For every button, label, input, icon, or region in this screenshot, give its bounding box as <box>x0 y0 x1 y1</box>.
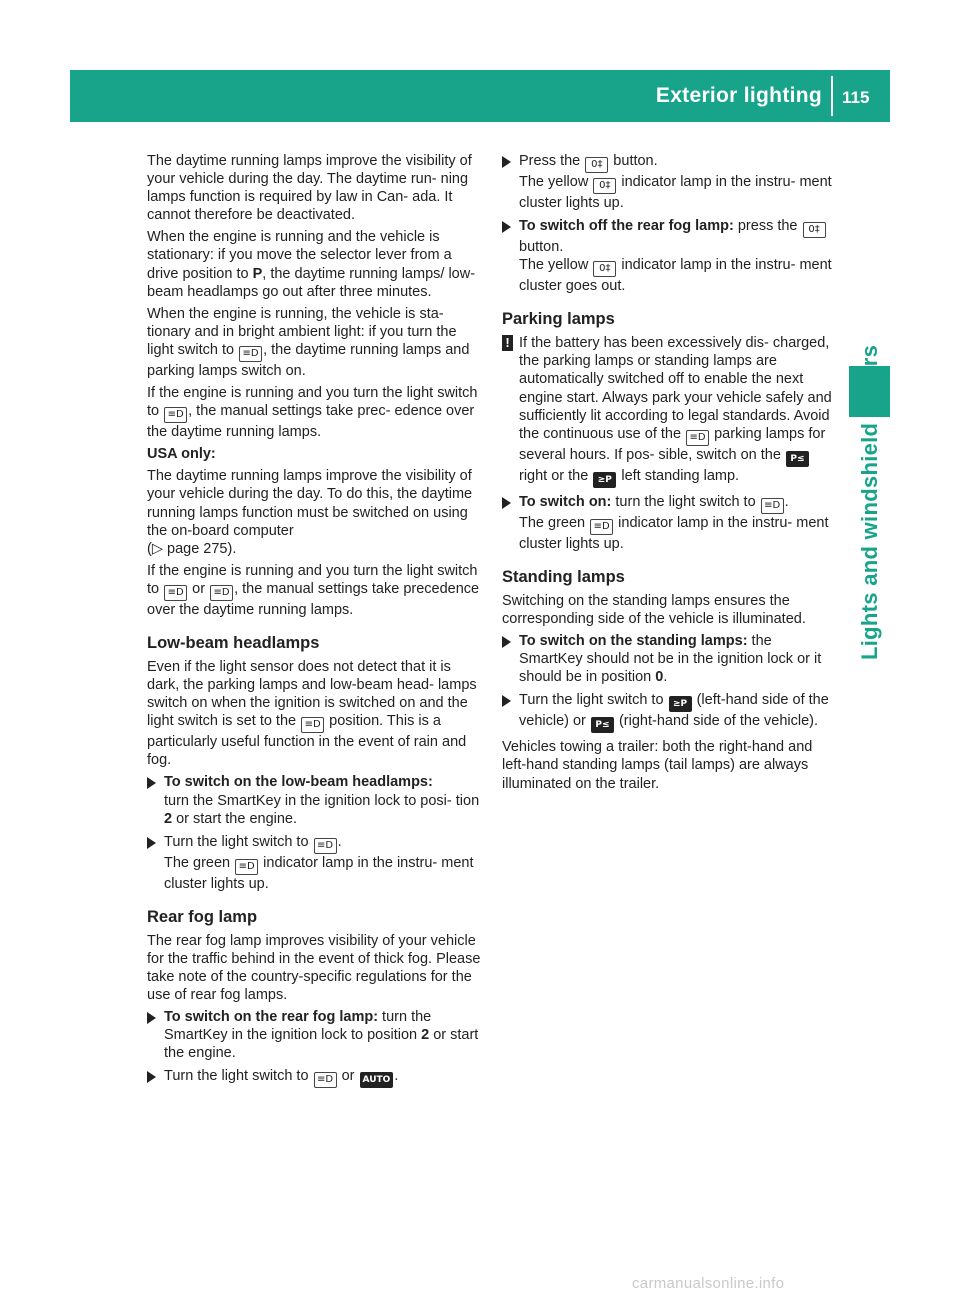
step-arrow-icon <box>147 837 156 849</box>
header-divider <box>831 76 833 116</box>
step-arrow-icon <box>502 636 511 648</box>
auto-icon: AUTO <box>360 1072 394 1088</box>
low-beam-icon: ≡D <box>164 407 187 423</box>
chapter-side-label: Lights and windshield wipers <box>857 344 882 660</box>
heading-standing-lamps: Standing lamps <box>502 567 625 586</box>
usa-only-heading: USA only: <box>147 446 216 463</box>
paragraph: The daytime running lamps improve the visibility of your vehicle during the day. The daytime run- ning lamps function is required by law in Can- ada. It cannot therefore be deactivated. <box>147 153 472 224</box>
daytime-lamp-icon: ≡D <box>686 430 709 446</box>
left-column <box>147 152 483 1093</box>
paragraph: When the engine is running, the vehicle is sta- tionary and in bright ambient light: if you turn the light switch to ≡D , the daytime running lamps and parking lamps switch on. <box>147 305 470 379</box>
step-arrow-icon <box>147 1012 156 1024</box>
paragraph: Switching on the standing lamps ensures the corresponding side of the vehicle is illuminated. <box>502 592 806 627</box>
rear-fog-lamp-icon: 0‡ <box>593 178 616 194</box>
instruction-step: To switch on the low-beam headlamps: turn the SmartKey in the ignition lock to posi- tion 2 or start the engine. <box>147 773 483 827</box>
right-standing-lamp-icon: P≤ <box>591 717 614 733</box>
right-standing-lamp-icon: P≤ <box>786 451 809 467</box>
daytime-lamp-icon: ≡D <box>164 585 187 601</box>
rear-fog-lamp-icon: 0‡ <box>593 261 616 277</box>
low-beam-icon: ≡D <box>314 838 337 854</box>
warning-note: ! If the battery has been excessively dis- charged, the parking lamps or standing lamps are automatically switched off to enable the next engine start. Always park your vehicle safely and sufficiently lit according to legal standards. Avoid the continuous use of the ≡D parking lamps for several hours. If pos- sible, switch on the P≤ right or the ≥P left standing lamp. <box>502 334 835 487</box>
page-reference[interactable]: (▷ page 275). <box>147 540 237 557</box>
daytime-lamp-icon: ≡D <box>761 498 784 514</box>
paragraph: When the engine is running and the vehicle is stationary: if you move the selector lever from a drive position to P, the daytime running lamps/ low-beam headlamps go out after three minutes. <box>147 229 476 300</box>
step-arrow-icon <box>502 221 511 233</box>
left-standing-lamp-icon: ≥P <box>593 472 616 488</box>
low-beam-icon: ≡D <box>301 717 324 733</box>
section-title: Exterior lighting <box>655 84 822 107</box>
warning-icon: ! <box>502 335 513 351</box>
instruction-step: To switch on the standing lamps: the SmartKey should not be in the ignition lock or it should be in position 0. <box>502 632 835 686</box>
paragraph: Vehicles towing a trailer: both the right-hand and left-hand standing lamps (tail lamps) are always illuminated on the trailer. <box>502 739 813 792</box>
instruction-step: Turn the light switch to ≡D or AUTO . <box>147 1067 483 1088</box>
heading-parking-lamps: Parking lamps <box>502 310 615 329</box>
left-standing-lamp-icon: ≥P <box>669 696 692 712</box>
daytime-lamp-icon: ≡D <box>590 519 613 535</box>
instruction-step: Turn the light switch to ≡D . The green ≡D indicator lamp in the instru- ment cluster lights up. <box>147 833 483 893</box>
paragraph: Even if the light sensor does not detect that it is dark, the parking lamps and low-beam head- lamps switch on when the ignition is switched on and the light switch is set to the ≡D position. This is a particularly useful function in the event of rain and fog. <box>147 658 477 769</box>
step-arrow-icon <box>502 695 511 707</box>
daytime-lamp-icon: ≡D <box>239 346 262 362</box>
right-column <box>502 152 835 797</box>
low-beam-icon: ≡D <box>314 1072 337 1088</box>
instruction-step: To switch on the rear fog lamp: turn the SmartKey in the ignition lock to position 2 or start the engine. <box>147 1008 483 1062</box>
step-arrow-icon <box>502 156 511 168</box>
paragraph: The daytime running lamps improve the visibility of your vehicle during the day. To do this, the daytime running lamps function must be switched on using the on-board computer (▷ page 275). <box>147 468 473 557</box>
paragraph: If the engine is running and you turn the light switch to ≡D or ≡D , the manual settings take precedence over the daytime running lamps. <box>147 562 480 618</box>
step-arrow-icon <box>502 497 511 509</box>
heading-low-beam: Low-beam headlamps <box>147 633 320 652</box>
instruction-step: Turn the light switch to ≥P (left-hand side of the vehicle) or P≤ (right-hand side of the vehicle). <box>502 691 835 733</box>
rear-fog-lamp-icon: 0‡ <box>585 157 608 173</box>
instruction-step: To switch off the rear fog lamp: press the 0‡ button. The yellow 0‡ indicator lamp in the instru- ment cluster goes out. <box>502 217 835 295</box>
paragraph: The rear fog lamp improves visibility of your vehicle for the traffic behind in the event of thick fog. Please take note of the country-specific regulations for the use of rear fog lamps. <box>147 932 481 1004</box>
footer-watermark: carmanualsonline.info <box>632 1275 785 1292</box>
instruction-step: To switch on: turn the light switch to ≡D . The green ≡D indicator lamp in the instru- ment cluster lights up. <box>502 493 835 553</box>
rear-fog-lamp-icon: 0‡ <box>803 222 826 238</box>
low-beam-icon: ≡D <box>210 585 233 601</box>
instruction-step: Press the 0‡ button. The yellow 0‡ indicator lamp in the instru- ment cluster lights up. <box>502 152 835 212</box>
page-number: 115 <box>842 88 870 107</box>
low-beam-icon: ≡D <box>235 859 258 875</box>
step-arrow-icon <box>147 777 156 789</box>
heading-rear-fog: Rear fog lamp <box>147 907 258 926</box>
step-arrow-icon <box>147 1071 156 1083</box>
paragraph: If the engine is running and you turn the light switch to ≡D , the manual settings take prec- edence over the daytime running lamps. <box>147 385 478 441</box>
